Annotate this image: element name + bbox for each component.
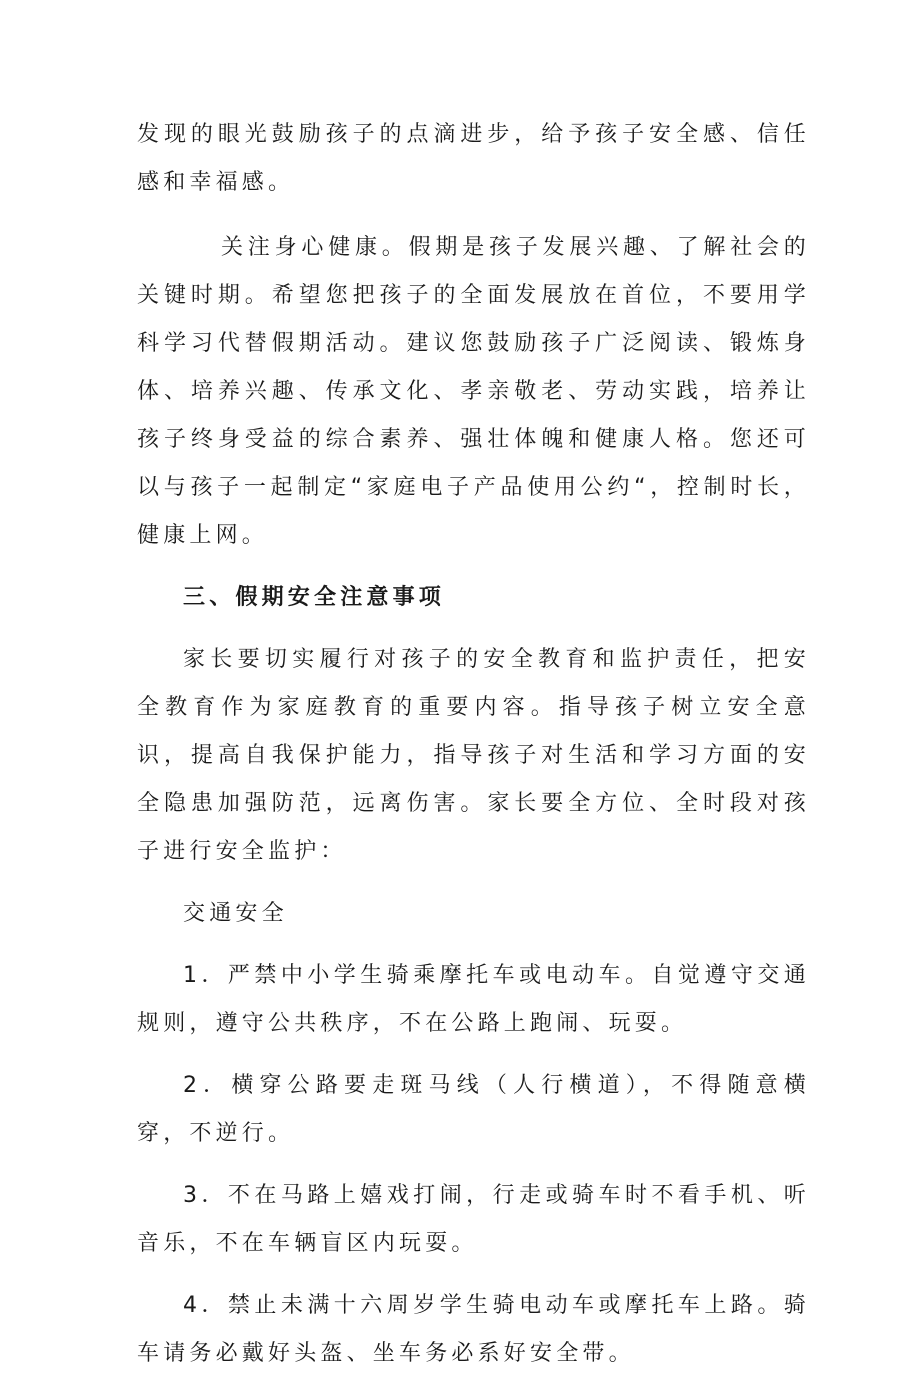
paragraph-safety-intro: 家长要切实履行对孩子的安全教育和监护责任，把安全教育作为家庭教育的重要内容。指导孩子树立安全意识，提高自我保护能力，指导孩子对生活和学习方面的安全隐患加强防范，远离伤害。家长要全方位、全时段对孩子进行安全监护： xyxy=(137,647,810,864)
list-item-3: 3．不在马路上嬉戏打闹，行走或骑车时不看手机、听音乐，不在车辆盲区内玩耍。 xyxy=(137,1183,810,1256)
list-item-4: 4．禁止未满十六周岁学生骑电动车或摩托车上路。骑车请务必戴好头盔、坐车务必系好安全带。 xyxy=(137,1293,810,1366)
paragraph-continuation: 发现的眼光鼓励孩子的点滴进步，给予孩子安全感、信任感和幸福感。 xyxy=(137,122,810,195)
paragraph-health: 关注身心健康。假期是孩子发展兴趣、了解社会的关键时期。希望您把孩子的全面发展放在首位，不要用学科学习代替假期活动。建议您鼓励孩子广泛阅读、锻炼身体、培养兴趣、传承文化、孝亲敬老、劳动实践，培养让孩子终身受益的综合素养、强壮体魄和健康人格。您还可以与孩子一起制定“家庭电子产品使用公约“，控制时长，健康上网。 xyxy=(137,235,810,548)
subheading-traffic: 交通安全 xyxy=(183,901,288,926)
section-heading-safety: 三、假期安全注意事项 xyxy=(183,585,446,610)
list-item-1: 1．严禁中小学生骑乘摩托车或电动车。自觉遵守交通规则，遵守公共秩序，不在公路上跑闹、玩耍。 xyxy=(137,963,810,1036)
list-item-2: 2．横穿公路要走斑马线（人行横道），不得随意横穿，不逆行。 xyxy=(137,1073,810,1146)
